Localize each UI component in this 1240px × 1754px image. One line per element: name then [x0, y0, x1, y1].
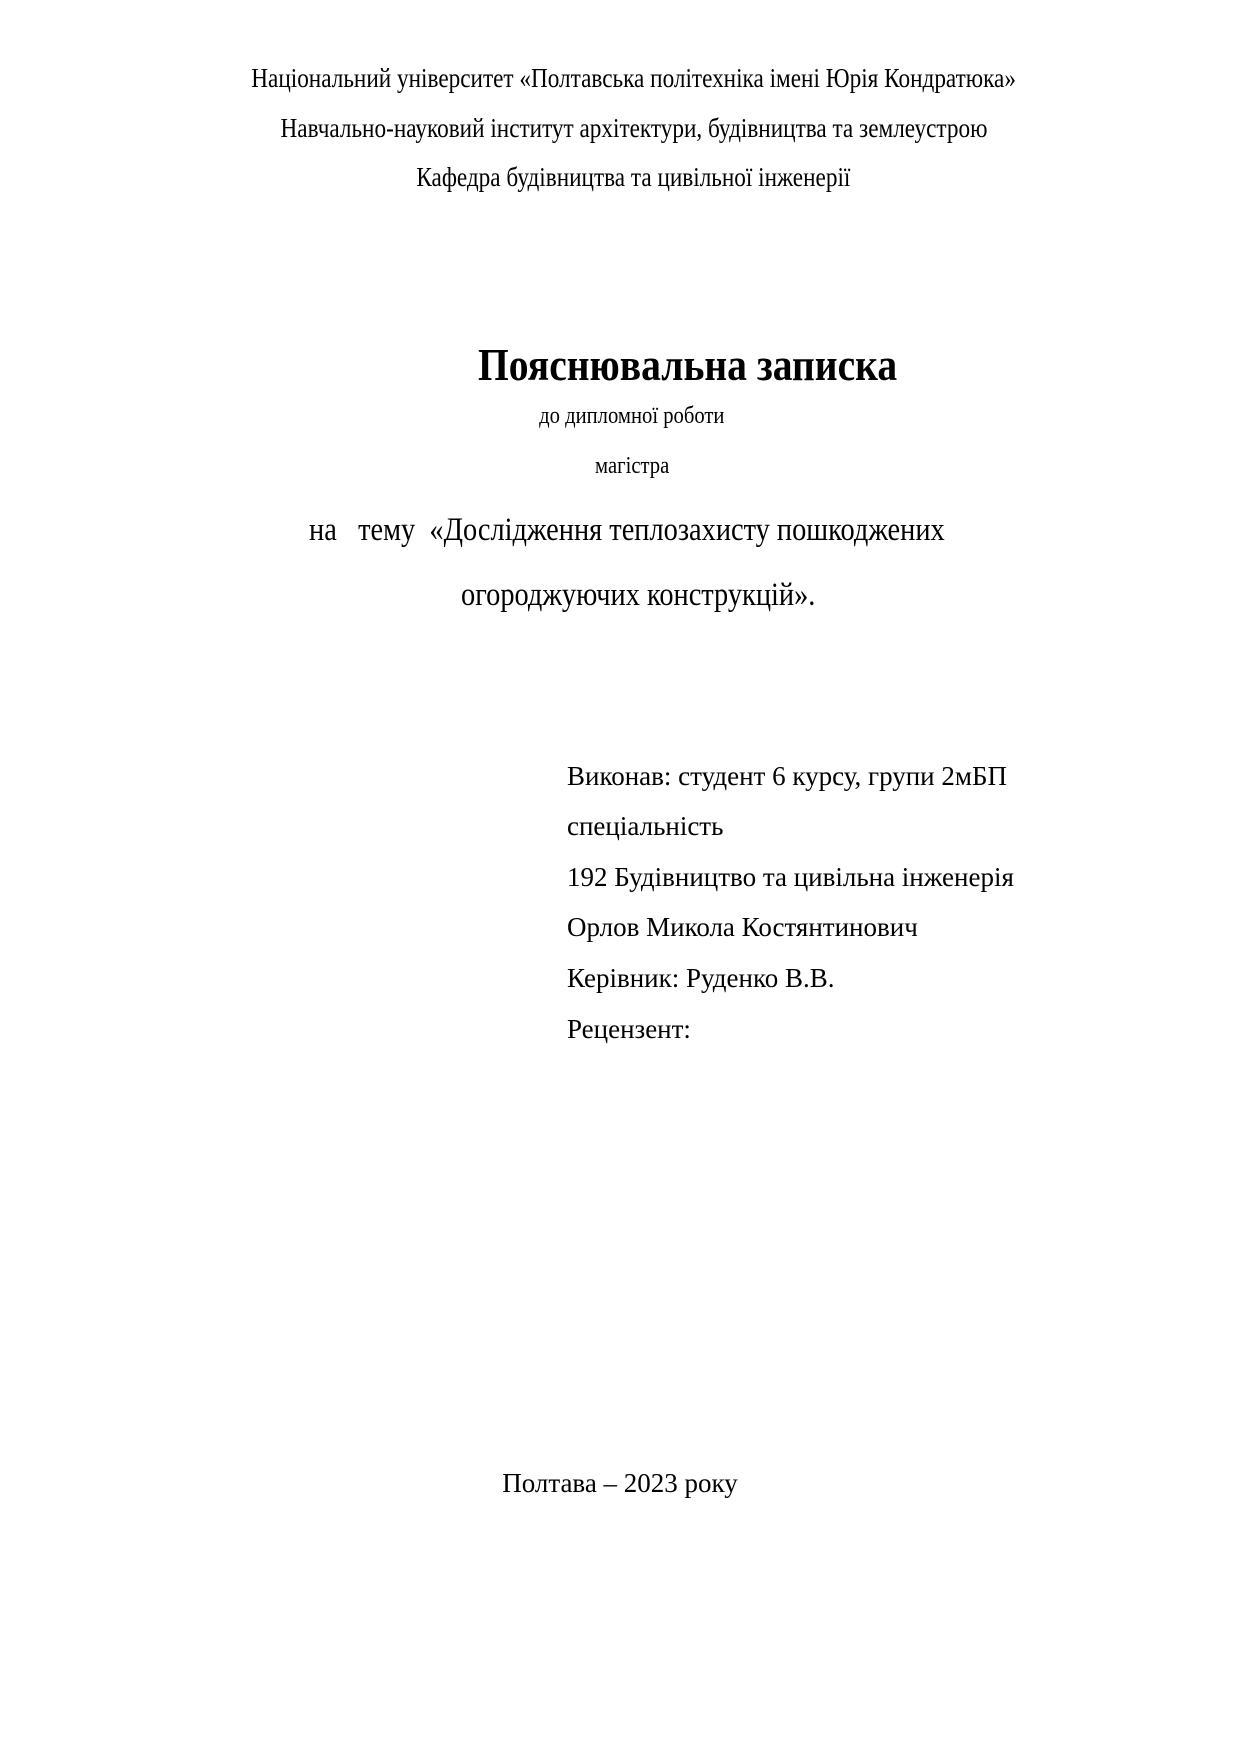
student-name: Орлов Микола Костянтинович [567, 912, 918, 942]
topic-line-1-text: на тему «Дослідження теплозахисту пошкоджених [309, 512, 945, 548]
topic-line-2 [428, 546, 873, 645]
place-year: Полтава – 2023 року [502, 1468, 738, 1498]
author-line: Виконав: студент 6 курсу, групи 2мБП [567, 761, 1007, 791]
specialty-value: 192 Будівництво та цивільна інженерія [567, 862, 1014, 892]
subtitle-work-text: до дипломної роботи [539, 403, 725, 429]
institute-text: Навчально-науковий інститут архітектури, будівництва та землеустрою [280, 113, 987, 143]
topic-line-2-text: огороджуючих конструкцій». [461, 577, 816, 613]
reviewer-line: Рецензент: [567, 1014, 691, 1044]
document-title-text: Пояснювальна записка [478, 339, 898, 390]
department-text: Кафедра будівництва та цивільної інженерії [416, 162, 851, 192]
department-name [0, 137, 1240, 218]
supervisor-line: Керівник: Руденко В.В. [567, 963, 835, 993]
subtitle-degree-text: магістра [594, 453, 670, 479]
university-text: Національний університет «Полтавська політехніка імені Юрія Кондратюка» [251, 63, 1016, 93]
specialty-label: спеціальність [567, 811, 724, 841]
